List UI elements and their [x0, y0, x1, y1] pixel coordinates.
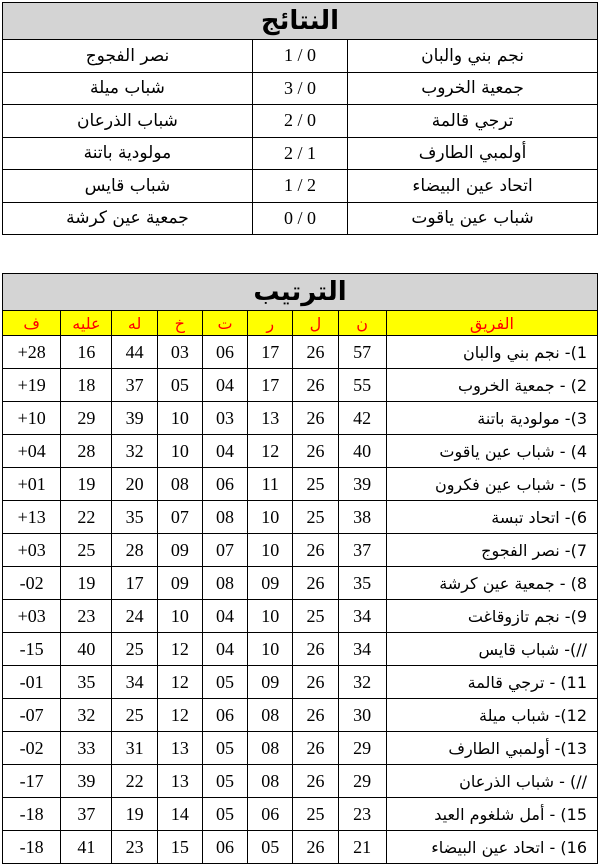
- played: 25: [293, 600, 338, 633]
- points: 34: [338, 600, 386, 633]
- won: 10: [248, 501, 293, 534]
- played: 26: [293, 534, 338, 567]
- points: 34: [338, 633, 386, 666]
- played: 26: [293, 369, 338, 402]
- lost: 14: [157, 798, 202, 831]
- played: 26: [293, 831, 338, 864]
- goals-for: 37: [112, 369, 157, 402]
- lost: 03: [157, 336, 202, 369]
- drawn: 08: [202, 501, 247, 534]
- standings-row: [3, 600, 598, 633]
- standings-row: [3, 633, 598, 666]
- played: 26: [293, 633, 338, 666]
- won: 10: [248, 600, 293, 633]
- points: 57: [338, 336, 386, 369]
- won: 09: [248, 666, 293, 699]
- standings-title-row: [3, 274, 598, 311]
- match-row: [3, 72, 598, 105]
- match-score: 3 / 0: [252, 72, 347, 105]
- match-row: [3, 137, 598, 170]
- goals-against: 37: [61, 798, 112, 831]
- goals-against: 23: [61, 600, 112, 633]
- goals-against: 25: [61, 534, 112, 567]
- goals-for: 17: [112, 567, 157, 600]
- team-name: 9)- نجم تازوقاغت: [386, 600, 597, 633]
- standings-title: الترتيب: [3, 274, 598, 311]
- points: 32: [338, 666, 386, 699]
- standings-row: [3, 336, 598, 369]
- won: 17: [248, 369, 293, 402]
- lost: 07: [157, 501, 202, 534]
- lost: 10: [157, 600, 202, 633]
- drawn: 05: [202, 798, 247, 831]
- team-name: 5) - شباب عين فكرون: [386, 468, 597, 501]
- away-team: جمعية عين كرشة: [3, 202, 253, 235]
- standings-row: [3, 798, 598, 831]
- played: 26: [293, 435, 338, 468]
- goal-difference: +01: [3, 468, 61, 501]
- header-played: ل: [293, 311, 338, 336]
- goals-against: 18: [61, 369, 112, 402]
- won: 10: [248, 633, 293, 666]
- header-goals-against: عليه: [61, 311, 112, 336]
- match-row: [3, 170, 598, 203]
- goals-against: 33: [61, 732, 112, 765]
- played: 26: [293, 666, 338, 699]
- team-name: //) - شباب الذرعان: [386, 765, 597, 798]
- goals-for: 25: [112, 699, 157, 732]
- goal-difference: +03: [3, 600, 61, 633]
- points: 29: [338, 732, 386, 765]
- standings-row: [3, 567, 598, 600]
- header-goals-for: له: [112, 311, 157, 336]
- won: 08: [248, 765, 293, 798]
- goals-against: 19: [61, 468, 112, 501]
- points: 40: [338, 435, 386, 468]
- drawn: 04: [202, 633, 247, 666]
- goal-difference: -15: [3, 633, 61, 666]
- goals-for: 20: [112, 468, 157, 501]
- won: 11: [248, 468, 293, 501]
- goal-difference: -07: [3, 699, 61, 732]
- away-team: مولودية باتنة: [3, 137, 253, 170]
- goals-against: 16: [61, 336, 112, 369]
- away-team: شباب ميلة: [3, 72, 253, 105]
- won: 12: [248, 435, 293, 468]
- goals-for: 24: [112, 600, 157, 633]
- standings-row: [3, 699, 598, 732]
- match-row: [3, 40, 598, 73]
- team-name: 1)- نجم بني والبان: [386, 336, 597, 369]
- goal-difference: -17: [3, 765, 61, 798]
- home-team: أولمبي الطارف: [348, 137, 598, 170]
- header-goal-difference: ف: [3, 311, 61, 336]
- won: 06: [248, 798, 293, 831]
- goals-for: 34: [112, 666, 157, 699]
- lost: 12: [157, 699, 202, 732]
- lost: 09: [157, 534, 202, 567]
- standings-row: [3, 666, 598, 699]
- played: 26: [293, 567, 338, 600]
- points: 29: [338, 765, 386, 798]
- results-table: [2, 2, 598, 235]
- standings-row: [3, 501, 598, 534]
- drawn: 06: [202, 336, 247, 369]
- team-name: 3)- مولودية باتنة: [386, 402, 597, 435]
- lost: 15: [157, 831, 202, 864]
- goal-difference: +04: [3, 435, 61, 468]
- points: 42: [338, 402, 386, 435]
- standings-row: [3, 765, 598, 798]
- lost: 10: [157, 435, 202, 468]
- won: 10: [248, 534, 293, 567]
- goals-against: 22: [61, 501, 112, 534]
- team-name: 4) - شباب عين ياقوت: [386, 435, 597, 468]
- standings-header-row: [3, 311, 598, 336]
- played: 26: [293, 699, 338, 732]
- results-title-row: [3, 3, 598, 40]
- match-row: [3, 105, 598, 138]
- team-name: 7)- نصر الفجوج: [386, 534, 597, 567]
- home-team: شباب عين ياقوت: [348, 202, 598, 235]
- team-name: 8) - جمعية عين كرشة: [386, 567, 597, 600]
- played: 26: [293, 765, 338, 798]
- goal-difference: +10: [3, 402, 61, 435]
- lost: 10: [157, 402, 202, 435]
- played: 25: [293, 468, 338, 501]
- points: 37: [338, 534, 386, 567]
- team-name: //)- شباب قايس: [386, 633, 597, 666]
- home-team: نجم بني والبان: [348, 40, 598, 73]
- goals-for: 25: [112, 633, 157, 666]
- match-score: 2 / 0: [252, 105, 347, 138]
- standings-row: [3, 435, 598, 468]
- goals-for: 19: [112, 798, 157, 831]
- lost: 09: [157, 567, 202, 600]
- home-team: اتحاد عين البيضاء: [348, 170, 598, 203]
- drawn: 07: [202, 534, 247, 567]
- away-team: شباب الذرعان: [3, 105, 253, 138]
- goal-difference: -02: [3, 567, 61, 600]
- drawn: 06: [202, 468, 247, 501]
- goal-difference: -18: [3, 831, 61, 864]
- team-name: 11) - ترجي قالمة: [386, 666, 597, 699]
- drawn: 05: [202, 732, 247, 765]
- team-name: 13)- أولمبي الطارف: [386, 732, 597, 765]
- goals-against: 35: [61, 666, 112, 699]
- goal-difference: -02: [3, 732, 61, 765]
- standings-body: [3, 336, 598, 864]
- team-name: 16) - اتحاد عين البيضاء: [386, 831, 597, 864]
- header-team: الفريق: [386, 311, 597, 336]
- lost: 13: [157, 765, 202, 798]
- away-team: شباب قايس: [3, 170, 253, 203]
- points: 38: [338, 501, 386, 534]
- header-lost: خ: [157, 311, 202, 336]
- results-title: النتائج: [3, 3, 598, 40]
- match-score: 1 / 2: [252, 170, 347, 203]
- drawn: 03: [202, 402, 247, 435]
- points: 35: [338, 567, 386, 600]
- header-won: ر: [248, 311, 293, 336]
- goal-difference: -18: [3, 798, 61, 831]
- goals-against: 29: [61, 402, 112, 435]
- goal-difference: +03: [3, 534, 61, 567]
- won: 09: [248, 567, 293, 600]
- played: 25: [293, 798, 338, 831]
- won: 08: [248, 699, 293, 732]
- points: 55: [338, 369, 386, 402]
- standings-row: [3, 468, 598, 501]
- drawn: 04: [202, 369, 247, 402]
- goals-for: 28: [112, 534, 157, 567]
- goals-against: 28: [61, 435, 112, 468]
- team-name: 15) - أمل شلغوم العيد: [386, 798, 597, 831]
- won: 08: [248, 732, 293, 765]
- goals-against: 32: [61, 699, 112, 732]
- match-score: 1 / 0: [252, 40, 347, 73]
- drawn: 06: [202, 831, 247, 864]
- header-drawn: ت: [202, 311, 247, 336]
- lost: 05: [157, 369, 202, 402]
- drawn: 06: [202, 699, 247, 732]
- goals-for: 23: [112, 831, 157, 864]
- drawn: 05: [202, 666, 247, 699]
- standings-row: [3, 534, 598, 567]
- goal-difference: +13: [3, 501, 61, 534]
- team-name: 6)- اتحاد تبسة: [386, 501, 597, 534]
- drawn: 08: [202, 567, 247, 600]
- drawn: 05: [202, 765, 247, 798]
- goals-against: 41: [61, 831, 112, 864]
- played: 25: [293, 501, 338, 534]
- home-team: جمعية الخروب: [348, 72, 598, 105]
- match-row: [3, 202, 598, 235]
- points: 23: [338, 798, 386, 831]
- goal-difference: +28: [3, 336, 61, 369]
- points: 30: [338, 699, 386, 732]
- away-team: نصر الفجوج: [3, 40, 253, 73]
- team-name: 12)- شباب ميلة: [386, 699, 597, 732]
- goals-for: 39: [112, 402, 157, 435]
- drawn: 04: [202, 600, 247, 633]
- drawn: 04: [202, 435, 247, 468]
- goals-against: 39: [61, 765, 112, 798]
- goals-for: 44: [112, 336, 157, 369]
- points: 39: [338, 468, 386, 501]
- team-name: 2) - جمعية الخروب: [386, 369, 597, 402]
- goals-for: 35: [112, 501, 157, 534]
- lost: 12: [157, 666, 202, 699]
- goals-for: 32: [112, 435, 157, 468]
- won: 05: [248, 831, 293, 864]
- goals-for: 22: [112, 765, 157, 798]
- header-points: ن: [338, 311, 386, 336]
- won: 13: [248, 402, 293, 435]
- standings-row: [3, 369, 598, 402]
- match-score: 0 / 0: [252, 202, 347, 235]
- goals-against: 19: [61, 567, 112, 600]
- played: 26: [293, 732, 338, 765]
- played: 26: [293, 336, 338, 369]
- standings-table: [2, 273, 598, 864]
- goals-against: 40: [61, 633, 112, 666]
- goals-for: 31: [112, 732, 157, 765]
- match-score: 2 / 1: [252, 137, 347, 170]
- goal-difference: +19: [3, 369, 61, 402]
- points: 21: [338, 831, 386, 864]
- standings-row: [3, 732, 598, 765]
- standings-row: [3, 831, 598, 864]
- lost: 12: [157, 633, 202, 666]
- played: 26: [293, 402, 338, 435]
- won: 17: [248, 336, 293, 369]
- goal-difference: -01: [3, 666, 61, 699]
- standings-row: [3, 402, 598, 435]
- lost: 08: [157, 468, 202, 501]
- lost: 13: [157, 732, 202, 765]
- home-team: ترجي قالمة: [348, 105, 598, 138]
